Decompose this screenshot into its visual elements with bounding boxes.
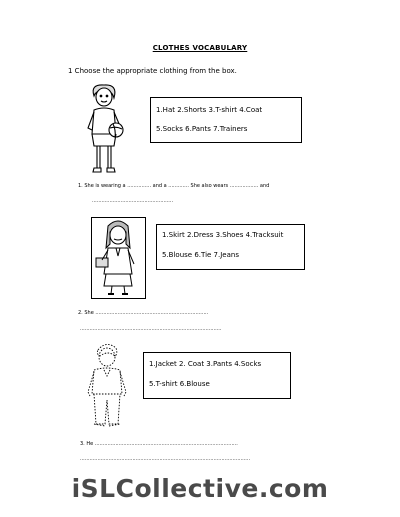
vocabulary-box-3 [143,352,291,399]
schoolgirl-illustration-icon [92,218,145,298]
box1-line2: 5.Socks 6.Pants 7.Trainers [156,125,248,133]
vocabulary-box-2 [156,224,305,270]
box2-line2: 5.Blouse 6.Tie 7.Jeans [162,251,239,259]
box2-line1: 1.Skirt 2.Dress 3.Shoes 4.Tracksuit [162,231,284,239]
box3-line1: 1.Jacket 2. Coat 3.Pants 4.Socks [149,360,262,368]
question-1: 1. She is wearing a ............... and a ............. She also wears .................. and [78,183,270,189]
vocabulary-box-1 [150,97,302,143]
girl-with-ball-illustration-icon [80,82,128,178]
box3-line2: 5.T-shirt 6.Blouse [149,380,210,388]
schoolgirl-frame [91,217,146,299]
box1-line1: 1.Hat 2.Shorts 3.T-shirt 4.Coat [156,106,263,114]
site-watermark: iSLCollective.com [71,474,329,503]
boy-dotted-outline-illustration-icon [82,340,132,430]
question-1-continuation: ................................................... [92,198,174,204]
question-3-continuation: ........................................................................................................... [80,456,251,462]
worksheet-title: CLOTHES VOCABULARY [152,44,248,52]
question-2: 2. She ....................................................................... [78,310,209,316]
question-2-continuation: ......................................................................................... [80,326,222,332]
question-3: 3. He .......................................................................................... [80,441,238,447]
instruction-text: 1 Choose the appropriate clothing from the box. [68,67,237,75]
